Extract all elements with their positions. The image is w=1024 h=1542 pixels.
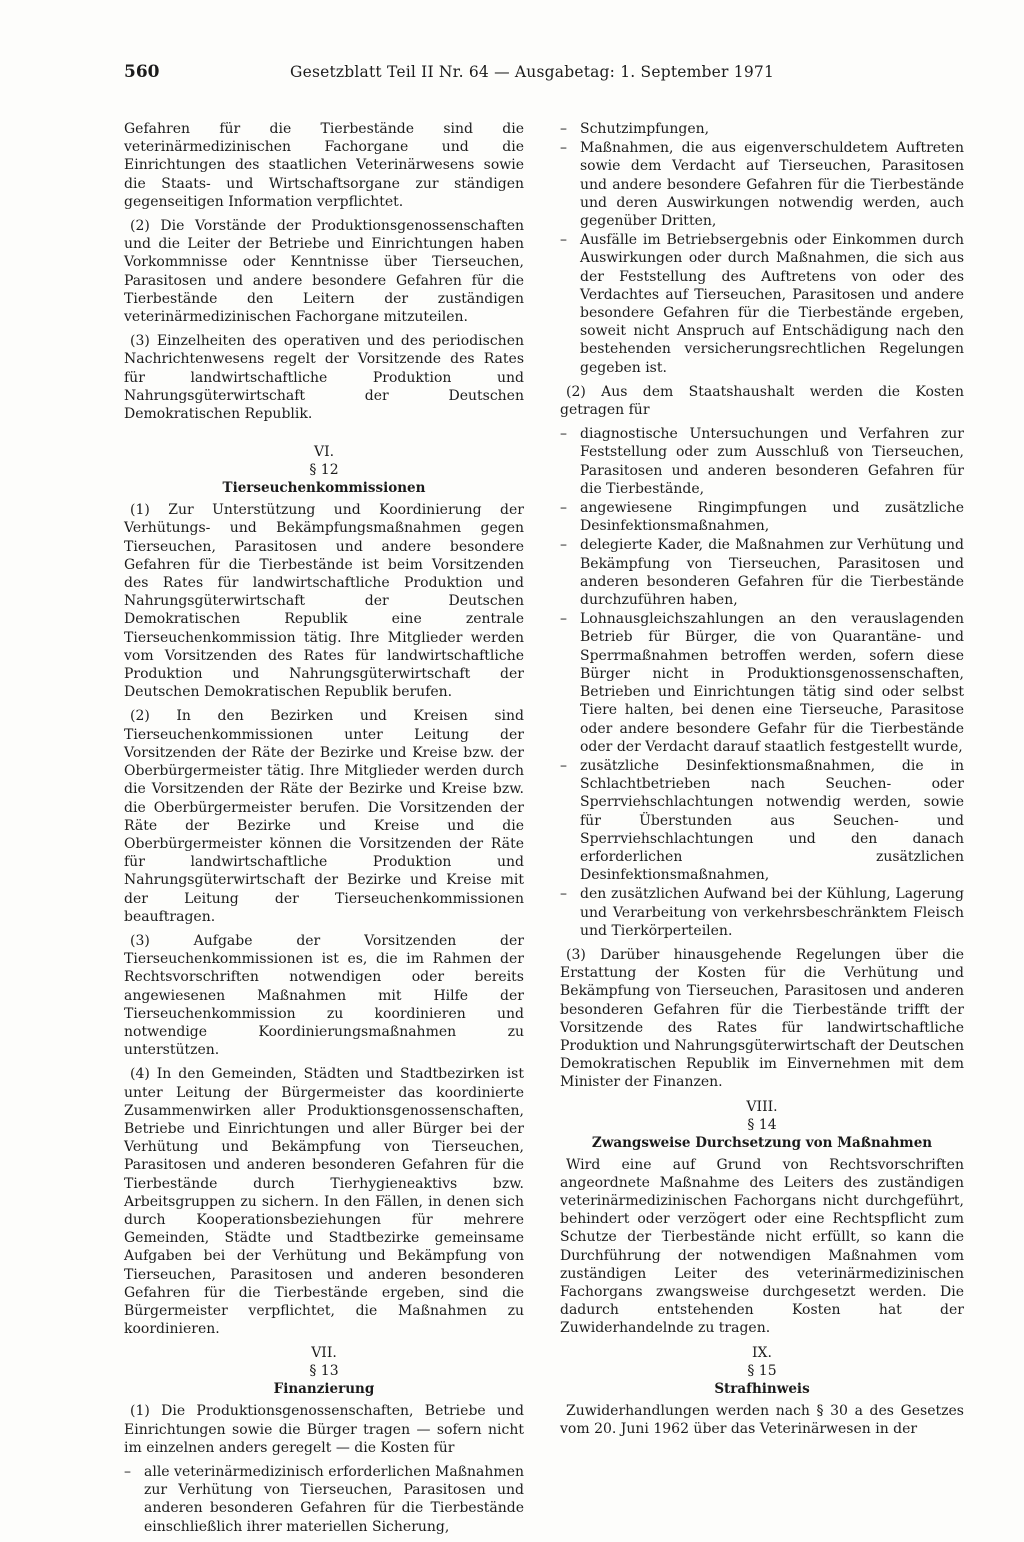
paragraph-continued: Gefahren für die Tierbestände sind die veterinärmedizinischen Fachorgane und die Einrichtungen des staatlichen Veterinärwesens sowie die Staats- und Wirtschaftsorgane zur ständigen gegenseitigen Information verpflichtet. <box>124 121 524 210</box>
section-title: Zwangsweise Durchsetzung von Maßnahmen <box>591 1134 933 1151</box>
page-header <box>124 62 964 86</box>
paragraph: (3) Einzelheiten des operativen und des periodischen Nachrichtenwesens regelt der Vorsitzende des Rates für landwirtschaftliche Produktion und Nahrungsgüterwirtschaft der Deutschen Demokratischen Republik. <box>124 333 524 423</box>
right-column <box>560 120 964 1444</box>
paragraph: (4) In den Gemeinden, Städten und Stadtbezirken ist unter Leitung der Bürgermeister das koordinierte Zusammenwirken aller Produktionsgenossenschaften, Betriebe und Einrichtungen und aller Bürger bei der Verhütung und Bekämpfung von Tierseuchen, Parasitosen und anderen besonderen Gefahren für die Tierbestände durch Tierhygieneaktivs bzw. Arbeitsgruppen zu sichern. In den Fällen, in denen sich durch Kooperationsbeziehungen für mehrere Gemeinden, Städte und Stadtbezirke gemeinsame Aufgaben bei der Verhütung und Bekämpfung von Tierseuchen, Parasitosen und anderen besonderen Gefahren für die Tierbestände ergeben, sind die Bürgermeister verpflichtet, die Maßnahmen zu koordinieren. <box>124 1066 524 1338</box>
part-heading: IX. <box>752 1344 772 1361</box>
running-head: Gesetzblatt Teil II Nr. 64 — Ausgabetag: 1. September 1971 <box>290 63 775 81</box>
paragraph: (1) Zur Unterstützung und Koordinierung der Verhütungs- und Bekämpfungsmaßnahmen gegen Tierseuchen, Parasitosen und andere besondere Gefahren für die Tierbestände ist beim Vorsitzenden des Rates für landwirtschaftliche Produktion und Nahrungsgüterwirtschaft der Deutschen Demokratischen Republik eine zentrale Tierseuchenkommission tätig. Ihre Mitglieder werden vom Vorsitzenden des Rates für landwirtschaftliche Produktion und Nahrungsgüterwirtschaft der Deutschen Demokratischen Republik berufen. <box>124 502 524 701</box>
section-title: Strafhinweis <box>714 1380 810 1397</box>
paragraph: (3) Darüber hinausgehende Regelungen über die Erstattung der Kosten für die Verhütung und Bekämpfung von Tierseuchen, Parasitosen und anderen besonderen Gefahren für die Tierbestände trifft der Vorsitzende des Rates für landwirtschaftliche Produktion und Nahrungsgüterwirtschaft der Deutschen Demokratischen Republik im Einvernehmen mit dem Minister der Finanzen. <box>560 946 964 1091</box>
part-heading: VII. <box>311 1345 337 1362</box>
list-item: – alle veterinärmedizinisch erforderlichen Maßnahmen zur Verhütung von Tierseuchen, Parasitosen und anderen besonderen Gefahren für die Tierbestände einschließlich ihrer materiellen Sicherung, <box>124 1463 524 1536</box>
dash-list <box>124 1463 524 1536</box>
list-item: – angewiesene Ringimpfungen und zusätzliche Desinfektionsmaßnahmen, <box>560 499 964 535</box>
paragraph: Wird eine auf Grund von Rechtsvorschriften angeordnete Maßnahme des Leiters des zuständigen veterinärmedizinischen Fachorgans nicht durchgeführt, behindert oder verzögert oder eine Rechtspflicht zum Schutze der Tierbestände nicht erfüllt, so kann die Durchführung der notwendigen Maßnahmen vom zuständigen Leiter des veterinärmedizinischen Fachorgans zwangsweise durchgesetzt werden. Die dadurch entstehenden Kosten hat der Zuwiderhandelnde zu tragen. <box>560 1156 964 1337</box>
section-number: § 15 <box>747 1362 777 1379</box>
list-item: – Lohnausgleichszahlungen an den verauslagenden Betrieb für Bürger, die von Quarantäne- und Sperrmaßnahmen betroffen werden, sofern diese Bürger nicht in Produktionsgenossenschaften, Betrieben und Einrichtungen tätig sind oder selbst Tiere halten, bei denen eine Tierseuche, Parasitose oder andere besondere Gefahr für die Tierbestände oder der Verdacht darauf staatlich festgestellt wurde, <box>560 610 964 756</box>
paragraph: (3) Aufgabe der Vorsitzenden der Tierseuchenkommissionen ist es, die im Rahmen der Rechtsvorschriften notwendigen oder bereits angewiesenen Maßnahmen mit Hilfe der Tierseuchenkommission zu koordinieren und notwendige Koordinierungsmaßnahmen zu unterstützen. <box>124 932 524 1059</box>
section-title: Finanzierung <box>273 1381 375 1398</box>
left-column <box>124 120 524 1542</box>
section-number: § 13 <box>309 1363 339 1380</box>
paragraph: (2) In den Bezirken und Kreisen sind Tierseuchenkommissionen unter Leitung der Vorsitzenden der Räte der Bezirke und Kreise bzw. der Oberbürgermeister tätig. Ihre Mitglieder werden durch die Vorsitzenden der Räte der Bezirke und Kreise bzw. die Oberbürgermeister berufen. Die Vorsitzenden der Räte der Bezirke und Kreise und die Oberbürgermeister können die Vorsitzenden der Räte für landwirtschaftliche Produktion und Nahrungsgüterwirtschaft der Bezirke und Kreise mit der Leitung der Tierseuchenkommissionen beauftragen. <box>124 708 524 925</box>
list-item: – delegierte Kader, die Maßnahmen zur Verhütung und Bekämpfung von Tierseuchen, Parasitosen und anderen besonderen Gefahren für die Tierbestände durchzuführen haben, <box>560 536 964 609</box>
list-item: – zusätzliche Desinfektionsmaßnahmen, die in Schlachtbetrieben nach Seuchen- oder Sperrviehschlachtungen notwendig werden, sowie für Überstunden aus Seuchen- und Sperrviehschlachtungen und den danach erforderlichen zusätzlichen Desinfektionsmaßnahmen, <box>560 757 964 884</box>
paragraph: (2) Aus dem Staatshaushalt werden die Kosten getragen für <box>560 383 964 419</box>
section-number: § 14 <box>747 1116 777 1133</box>
list-item: – Schutzimpfungen, <box>560 120 964 138</box>
paragraph: Zuwiderhandlungen werden nach § 30 a des Gesetzes vom 20. Juni 1962 über das Veterinärwesen in der <box>560 1402 964 1437</box>
list-item: – diagnostische Untersuchungen und Verfahren zur Feststellung oder zum Ausschluß von Tierseuchen, Parasitosen und anderen besonderen Gefahren für die Tierbestände, <box>560 425 964 498</box>
paragraph: (2) Die Vorstände der Produktionsgenossenschaften und die Leiter der Betriebe und Einrichtungen haben Vorkommnisse oder Kenntnisse über Tierseuchen, Parasitosen und andere besondere Gefahren für die Tierbestände den Leitern der zuständigen veterinärmedizinischen Fachorgane mitzuteilen. <box>124 218 524 326</box>
part-heading: VIII. <box>746 1098 778 1115</box>
section-title: Tierseuchenkommissionen <box>222 480 426 497</box>
list-item: – den zusätzlichen Aufwand bei der Kühlung, Lagerung und Verarbeitung von verkehrsbeschränktem Fleisch und Tierkörperteilen. <box>560 885 964 940</box>
dash-list <box>560 120 964 377</box>
paragraph: (1) Die Produktionsgenossenschaften, Betriebe und Einrichtungen sowie die Bürger tragen — sofern nicht im einzelnen anders geregelt — die Kosten für <box>124 1403 524 1456</box>
list-item: – Ausfälle im Betriebsergebnis oder Einkommen durch Auswirkungen oder durch Maßnahmen, die sich aus der Feststellung des Auftretens von oder des Verdachtes auf Tierseuchen, Parasitosen und andere besondere Gefahren für die Tierbestände ergeben, soweit nicht Anspruch auf Entschädigung nach den bestehenden versicherungsrechtlichen Regelungen gegeben ist. <box>560 231 964 377</box>
part-heading: VI. <box>313 444 335 461</box>
section-number: § 12 <box>309 462 339 479</box>
dash-list <box>560 425 964 940</box>
page-number: 560 <box>124 62 160 82</box>
list-item: – Maßnahmen, die aus eigenverschuldetem Auftreten sowie dem Verdacht auf Tierseuchen, Parasitosen und andere besondere Gefahren für die Tierbestände und deren Auswirkungen notwendig werden, auch gegenüber Dritten, <box>560 139 964 230</box>
